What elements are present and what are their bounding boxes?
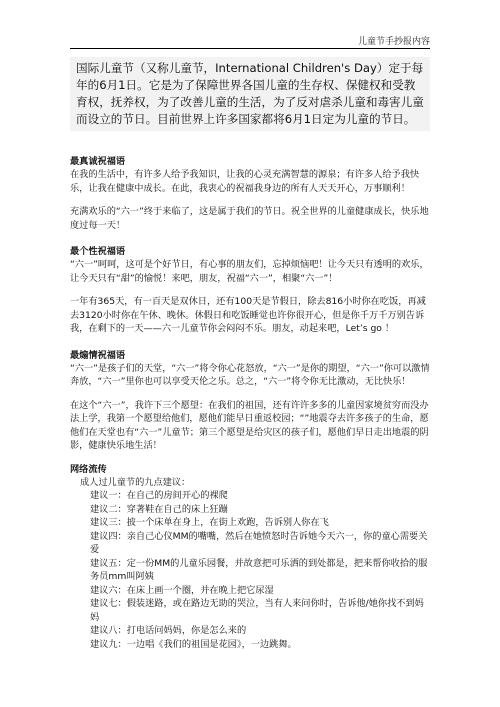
section-title-sincere: 最真诚祝福语 <box>70 156 126 167</box>
list-item: 建议七：假装迷路，或在路边无助的哭泣，当有人来问你时，告诉他/她你找不到妈妈 <box>90 598 424 623</box>
tips-list <box>70 476 430 652</box>
section-title-internet: 网络流传 <box>70 463 107 475</box>
header-divider <box>70 48 430 49</box>
section-title-emotional: 最煽情祝福语 <box>70 349 126 361</box>
page-header-title: 儿童节手抄报内容 <box>357 37 430 47</box>
paragraph: 充满欢乐的“六一”终于来临了，这是属于我们的节日。祝全世界的儿童健康成长，快乐地度过每一天！ <box>70 206 429 231</box>
paragraph: 一年有365天，有一百天是双休日，还有100天是节假日，除去816小时你在吃饭，再减去3120小时你在午休、晚休。休假日和吃饭睡觉也许你很开心，但是你千万千万别告诉我，在剩下的一天——六一儿童节你会闷闷不乐。朋友，动起来吧，Let’s go ！ <box>70 296 426 334</box>
document-body <box>70 57 430 651</box>
list-item: 建议九：一边唱《我们的祖国是花园》，一边跳舞。 <box>90 638 297 650</box>
intro-paragraph: 国际儿童节（又称儿童节，International Children's Day）定于每年的6月1日。它是为了保障世界各国儿童的生存权、保健权和受教育权，抚养权，为了改善儿童的生活，为了反对虐杀儿童和毒害儿童而设立的节日。目前世界上许多国家都将6月1日定为儿童的节日。 <box>70 57 430 131</box>
list-item: 成人过儿童节的九点建议： <box>80 476 191 488</box>
list-item: 建议四：亲自己心仪MM的嘴嘴，然后在她愤怒时告诉她今天六一，你的童心需要关爱 <box>90 530 428 555</box>
list-item: 建议五：定一份MM的儿童乐园餐，并故意把可乐洒的到处都是，把来帮你收拾的服务员mm叫阿姨 <box>90 557 428 582</box>
paragraph: 在我的生活中，有许多人给予我知识，让我的心灵充满智慧的源泉；有许多人给予我快乐，让我在健康中成长。在此，我衷心的祝福我身边的所有人天天开心，万事顺利！ <box>70 169 420 194</box>
list-item: 建议三：披一个床单在身上，在街上欢跑，告诉别人你在飞 <box>90 517 329 528</box>
paragraph: 在这个“六一”，我许下三个愿望：在我们的祖国，还有许许多多的儿童因家境贫穷而没办法上学，我第一个愿望给他们，愿他们能早日重返校园；“”地震夺去许多孩子的生命，愿他们在天堂也有“六一”儿童节；第三个愿望是给灾区的孩子们，愿他们早日走出地震的阴影，健康快乐地生活！ <box>70 399 429 451</box>
paragraph: “六一”是孩子们的天堂，“六一”将令你心花怒放，“六一”是你的期望，“六一”你可以激情奔放，“六一”里你也可以享受天伦之乐。总之，“六一”将令你无比激动，无比快乐！ <box>70 362 430 387</box>
section-title-personal: 最个性祝福语 <box>70 246 126 257</box>
paragraph: “六一”呵呵，这可是个好节日，有心事的朋友们，忘掉烦恼吧！让今天只有透明的欢乐，让今天只有“甜”的愉悦！来吧，朋友，祝福“六一”，相聚“六一”！ <box>70 259 429 284</box>
list-item: 建议六：在床上画一个圈，并在晚上把它尿湿 <box>90 584 274 596</box>
list-item: 建议二：穿著鞋在自己的床上狂蹦 <box>90 503 228 515</box>
list-item: 建议一：在自己的房间开心的裸爬 <box>90 490 228 501</box>
list-item: 建议八：打电话问妈妈，你是怎么来的 <box>90 625 247 636</box>
